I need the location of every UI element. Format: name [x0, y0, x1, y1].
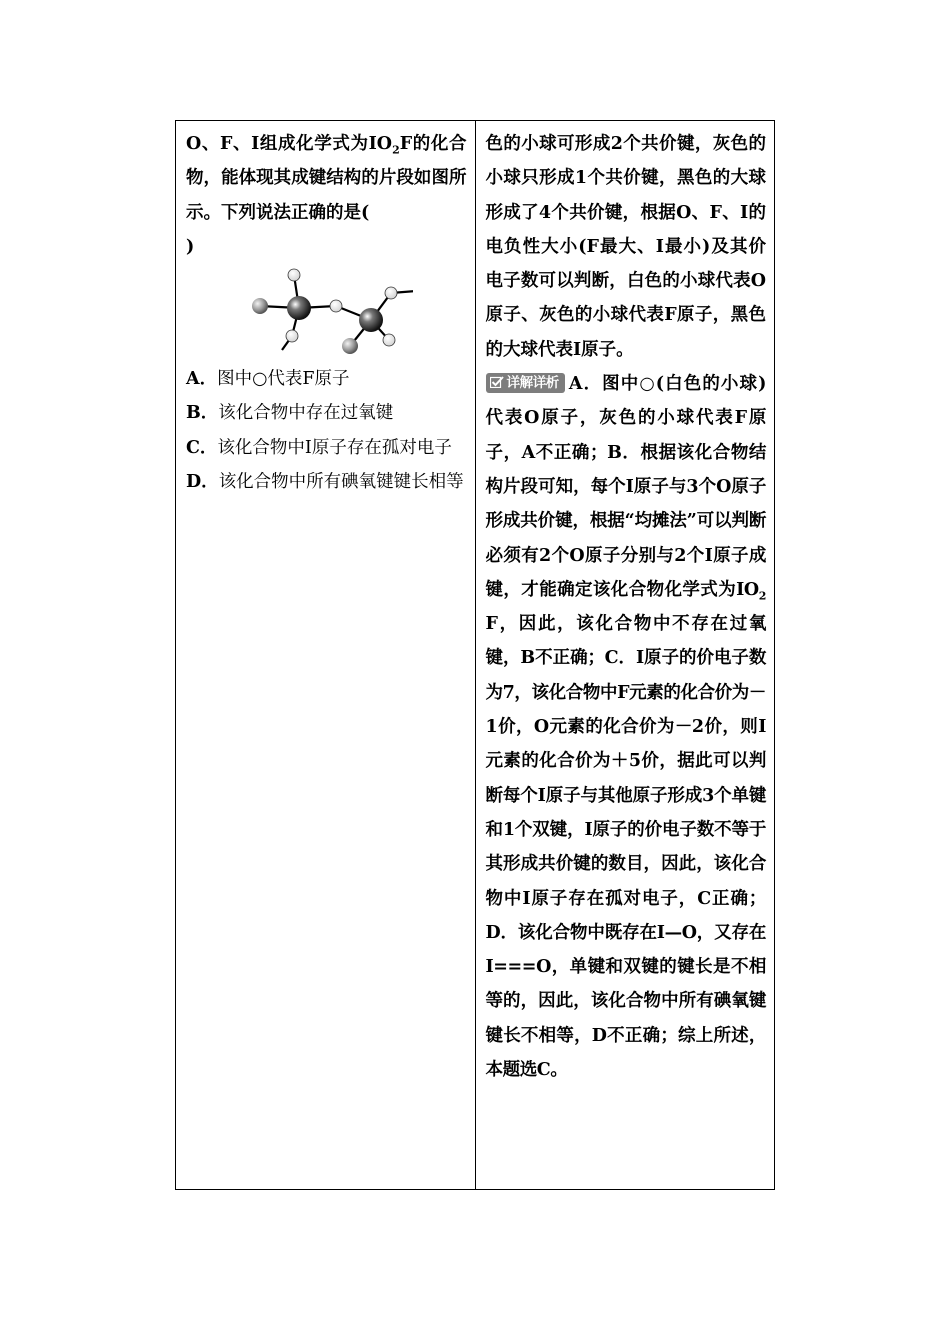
- checkmark-icon: [490, 376, 504, 388]
- stem-subscript: 2: [392, 143, 400, 157]
- option-label: C．: [186, 437, 218, 458]
- option-text: 该化合物中存在过氧键: [218, 403, 394, 424]
- analysis-intro: 色的小球可形成2个共价键，灰色的小球只形成1个共价键，黑色的大球形成了4个共价键，根据O、F、I的电负性大小(F最大、I最小)及其价电子数可以判断，白色的小球代表O原子、灰色的小球代表F原子，黑色的大球代表I原子。: [485, 134, 766, 360]
- molecule-structure-figure: [238, 268, 413, 358]
- analysis-detail: [486, 367, 767, 1087]
- analysis-column: [476, 121, 775, 1189]
- detail-text-1: A．图中○(白色的小球)代表O原子，灰色的小球代表F原子，A不正确；B．根据该化合物结构片段可知，每个I原子与3个O原子形成共价键，根据“均摊法”可以判断必须有2个O原子分别与2个I原子成键，才能确定该化合物化学式为IO: [485, 374, 766, 600]
- option-a: [186, 362, 467, 396]
- option-label: A．: [186, 369, 218, 390]
- question-table: [175, 120, 775, 1190]
- detail-subscript: 2: [758, 589, 766, 603]
- option-label: D．: [186, 472, 219, 493]
- badge-label: 详解详析: [506, 374, 559, 391]
- option-b: [186, 396, 467, 430]
- question-column: [176, 121, 476, 1189]
- option-c: [186, 431, 467, 465]
- question-stem: [186, 127, 467, 264]
- option-d: [186, 465, 467, 499]
- option-text: 该化合物中所有碘氧键键长相等: [218, 472, 464, 493]
- stem-text-2: F的化合物，能体现其成键结构的片段如图所示。下列说法正确的是(: [186, 134, 467, 223]
- stem-text-3: ): [186, 236, 195, 257]
- option-label: B．: [186, 403, 219, 424]
- detail-text-2: F，因此，该化合物中不存在过氧键，B不正确；C．I原子的价电子数为7，该化合物中F元素的化合价为－1价，O元素的化合价为－2价，则I元素的化合价为＋5价，据此可以判断每个I原子与其他原子形成3个单键和1个双键，I原子的价电子数不等于其形成共价键的数目，因此，该化合物中I原子存在孤对电子，C正确；D．该化合物中既存在I—O，又存在I===O，单键和双键的键长是不相等的，因此，该化合物中所有碘氧键键长不相等，D不正确；综上所述，本题选C。: [485, 614, 766, 1081]
- stem-text-1: O、F、I组成化学式为IO: [186, 134, 393, 154]
- detailed-analysis-badge: [486, 373, 565, 393]
- option-text: 图中○代表F原子: [217, 369, 350, 390]
- option-text: 该化合物中I原子存在孤对电子: [217, 437, 452, 458]
